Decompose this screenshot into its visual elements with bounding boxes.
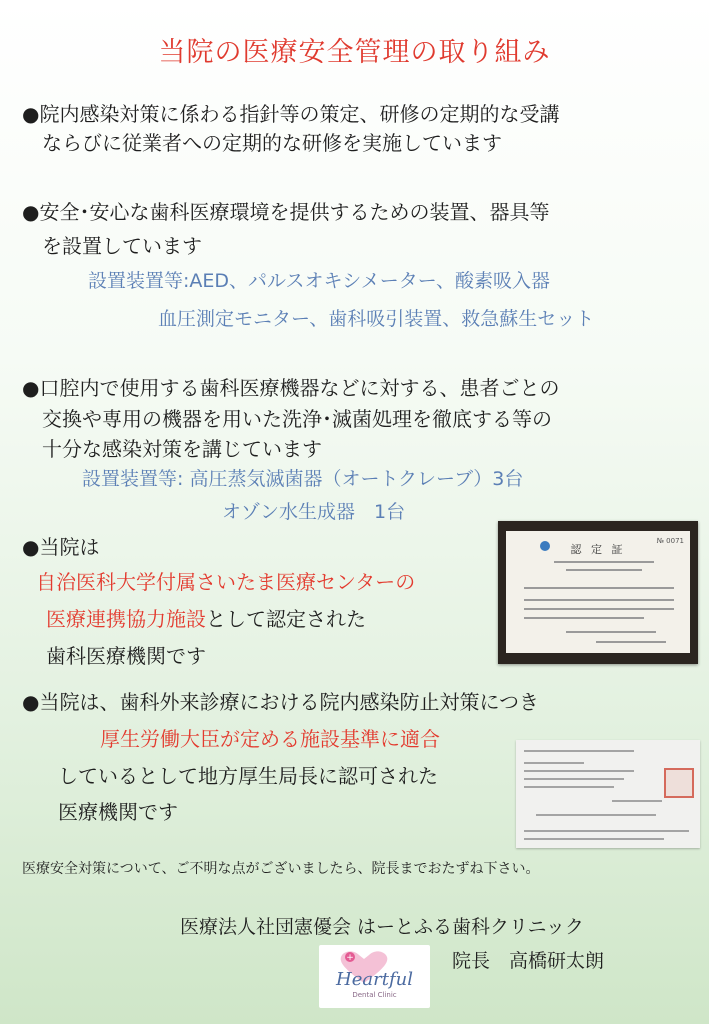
- clinic-logo: [319, 945, 430, 1008]
- section4-line2-rest: として認定された: [206, 607, 366, 631]
- section5-line3: 医療機関です: [58, 800, 178, 824]
- section4-red-facility: 医療連携協力施設: [46, 607, 206, 631]
- svg-text:+: +: [346, 953, 354, 963]
- page-title: 当院の医療安全管理の取り組み: [158, 37, 551, 68]
- approval-document-photo: [516, 740, 700, 848]
- certificate-paper: [506, 531, 690, 653]
- section2-line2: を設置しています: [42, 234, 202, 258]
- director-name: 院長 高橋研太朗: [452, 950, 605, 972]
- section5-line1: ●当院は、歯科外来診療における院内感染防止対策につき: [22, 690, 540, 714]
- section3-line3: 十分な感染対策を講じています: [42, 437, 322, 461]
- contact-note: 医療安全対策について、ご不明な点がございましたら、院長までおたずね下さい。: [22, 861, 540, 877]
- section2-equipment-2: 血圧測定モニター、歯科吸引装置、救急蘇生セット: [158, 308, 595, 330]
- certificate-title: 認 定 証: [570, 543, 626, 556]
- clinic-name: 医療法人社団憲優会 はーとふる歯科クリニック: [180, 916, 584, 938]
- section3-line1: ●口腔内で使用する歯科医療機器などに対する、患者ごとの: [22, 376, 560, 400]
- section1-line2: ならびに従業者への定期的な研修を実施しています: [42, 131, 502, 155]
- section2-line1: ●安全･安心な歯科医療環境を提供するための装置、器具等: [22, 200, 550, 224]
- section4-line1: ●当院は: [22, 535, 100, 559]
- section5-red-line: 厚生労働大臣が定める施設基準に適合: [100, 727, 440, 751]
- section4-line2: [46, 603, 366, 632]
- section5-line2: しているとして地方厚生局長に認可された: [58, 764, 438, 788]
- certificate-number: № 0071: [656, 537, 684, 545]
- section3-equipment-2: オゾン水生成器 1台: [222, 501, 406, 523]
- section4-red-line: 自治医科大学付属さいたま医療センターの: [36, 570, 416, 594]
- section4-line3: 歯科医療機関です: [46, 644, 206, 668]
- section3-line2: 交換や専用の機器を用いた洗浄･滅菌処理を徹底する等の: [42, 407, 552, 431]
- section3-equipment-1: 設置装置等: 高圧蒸気滅菌器（オートクレーブ）3台: [82, 468, 524, 490]
- section1-line1: ●院内感染対策に係わる指針等の策定、研修の定期的な受講: [22, 102, 560, 126]
- seal-stamp: [664, 768, 694, 798]
- logo-subtitle: Dental Clinic: [352, 991, 397, 999]
- section2-equipment-1: 設置装置等:AED、パルスオキシメーター、酸素吸入器: [88, 270, 550, 292]
- certificate-photo: [498, 521, 698, 664]
- logo-name: Heartful: [336, 969, 413, 990]
